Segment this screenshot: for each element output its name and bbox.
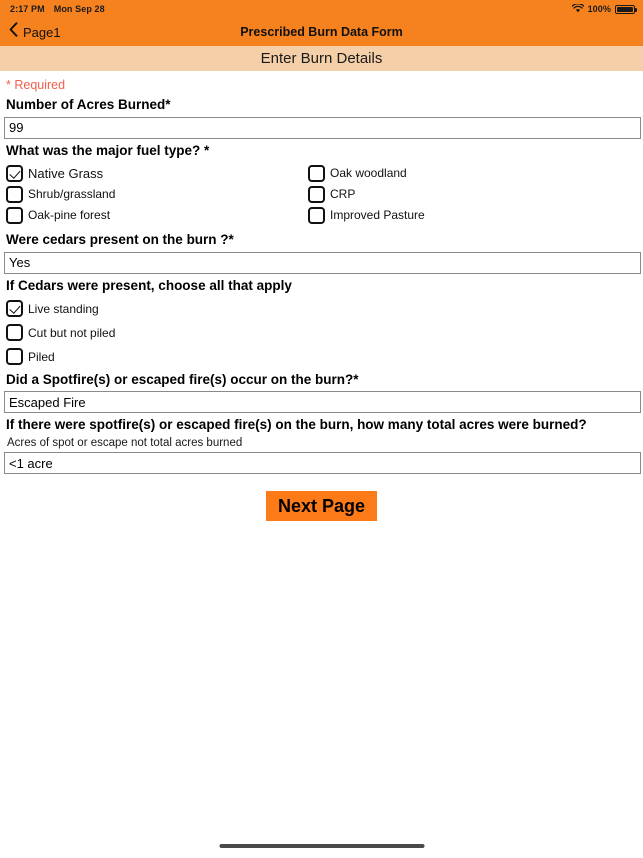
checkbox-item-oak-pine-forest[interactable] [6,205,115,226]
checkbox-oak-pine-forest[interactable] [6,207,23,224]
checkbox-item-oak-woodland[interactable] [308,163,425,184]
status-right-cluster [572,4,635,15]
checkbox-shrub-grassland[interactable] [6,186,23,203]
cedars-detail-checkbox-group [6,298,640,368]
required-note: * Required [6,78,66,92]
checkbox-improved-pasture[interactable] [308,207,325,224]
checkbox-label: Shrub/grassland [28,187,116,202]
checkbox-label: Oak-pine forest [28,208,111,223]
acres-burned-input[interactable] [4,117,641,139]
spotfire-acres-label: If there were spotfire(s) or escaped fire(s) on the burn, how many total acres were burned? [6,417,587,433]
status-time: 2:17 PM [10,4,45,14]
checkbox-label: Live standing [28,301,99,316]
checkbox-oak-woodland[interactable] [308,165,325,182]
spotfire-input[interactable] [4,391,641,413]
checkbox-item-cut-but-not-piled[interactable] [6,322,640,344]
wifi-icon [572,4,584,15]
acres-burned-label: Number of Acres Burned* [6,97,171,112]
spotfire-acres-input[interactable] [4,452,641,474]
nav-bar [0,18,643,46]
checkbox-label: Oak woodland [330,166,407,181]
checkbox-item-crp[interactable] [308,184,425,205]
checkbox-label: Native Grass [28,165,104,181]
battery-percent: 100% [587,4,611,14]
checkbox-live-standing[interactable] [6,300,23,317]
next-page-button-container [3,491,640,521]
cedars-detail-label: If Cedars were present, choose all that apply [6,277,292,293]
checkbox-item-live-standing[interactable] [6,298,640,320]
section-subtitle: Enter Burn Details [0,46,643,71]
back-button[interactable] [0,22,61,42]
checkbox-label: Cut but not piled [28,325,116,340]
back-button-label: Page1 [23,24,61,40]
chevron-left-icon [9,22,18,42]
checkbox-piled[interactable] [6,348,23,365]
checkbox-item-native-grass[interactable] [6,163,115,184]
spotfire-acres-hint: Acres of spot or escape not total acres burned [7,437,243,450]
status-date: Mon Sep 28 [53,4,105,14]
page-title: Prescribed Burn Data Form [240,25,403,39]
battery-full-icon [615,5,635,14]
checkbox-cut-but-not-piled[interactable] [6,324,23,341]
cedars-present-input[interactable] [4,252,641,274]
fuel-type-left-column [6,163,115,226]
checkbox-label: Piled [28,349,55,364]
checkbox-item-shrub-grassland[interactable] [6,184,115,205]
status-bar [0,0,643,18]
burn-details-form [0,78,643,521]
checkbox-label: CRP [330,187,356,202]
next-page-button[interactable]: Next Page [266,491,377,521]
home-indicator[interactable] [219,844,424,848]
spotfire-label: Did a Spotfire(s) or escaped fire(s) occur on the burn?* [6,371,359,387]
fuel-type-checkbox-group [3,163,640,229]
checkbox-crp[interactable] [308,186,325,203]
fuel-type-right-column [308,163,425,226]
checkbox-label: Improved Pasture [330,208,425,223]
checkbox-item-improved-pasture[interactable] [308,205,425,226]
checkbox-native-grass[interactable] [6,165,23,182]
cedars-present-label: Were cedars present on the burn ?* [6,231,234,247]
checkbox-item-piled[interactable] [6,346,640,368]
fuel-type-label: What was the major fuel type? * [6,142,210,158]
